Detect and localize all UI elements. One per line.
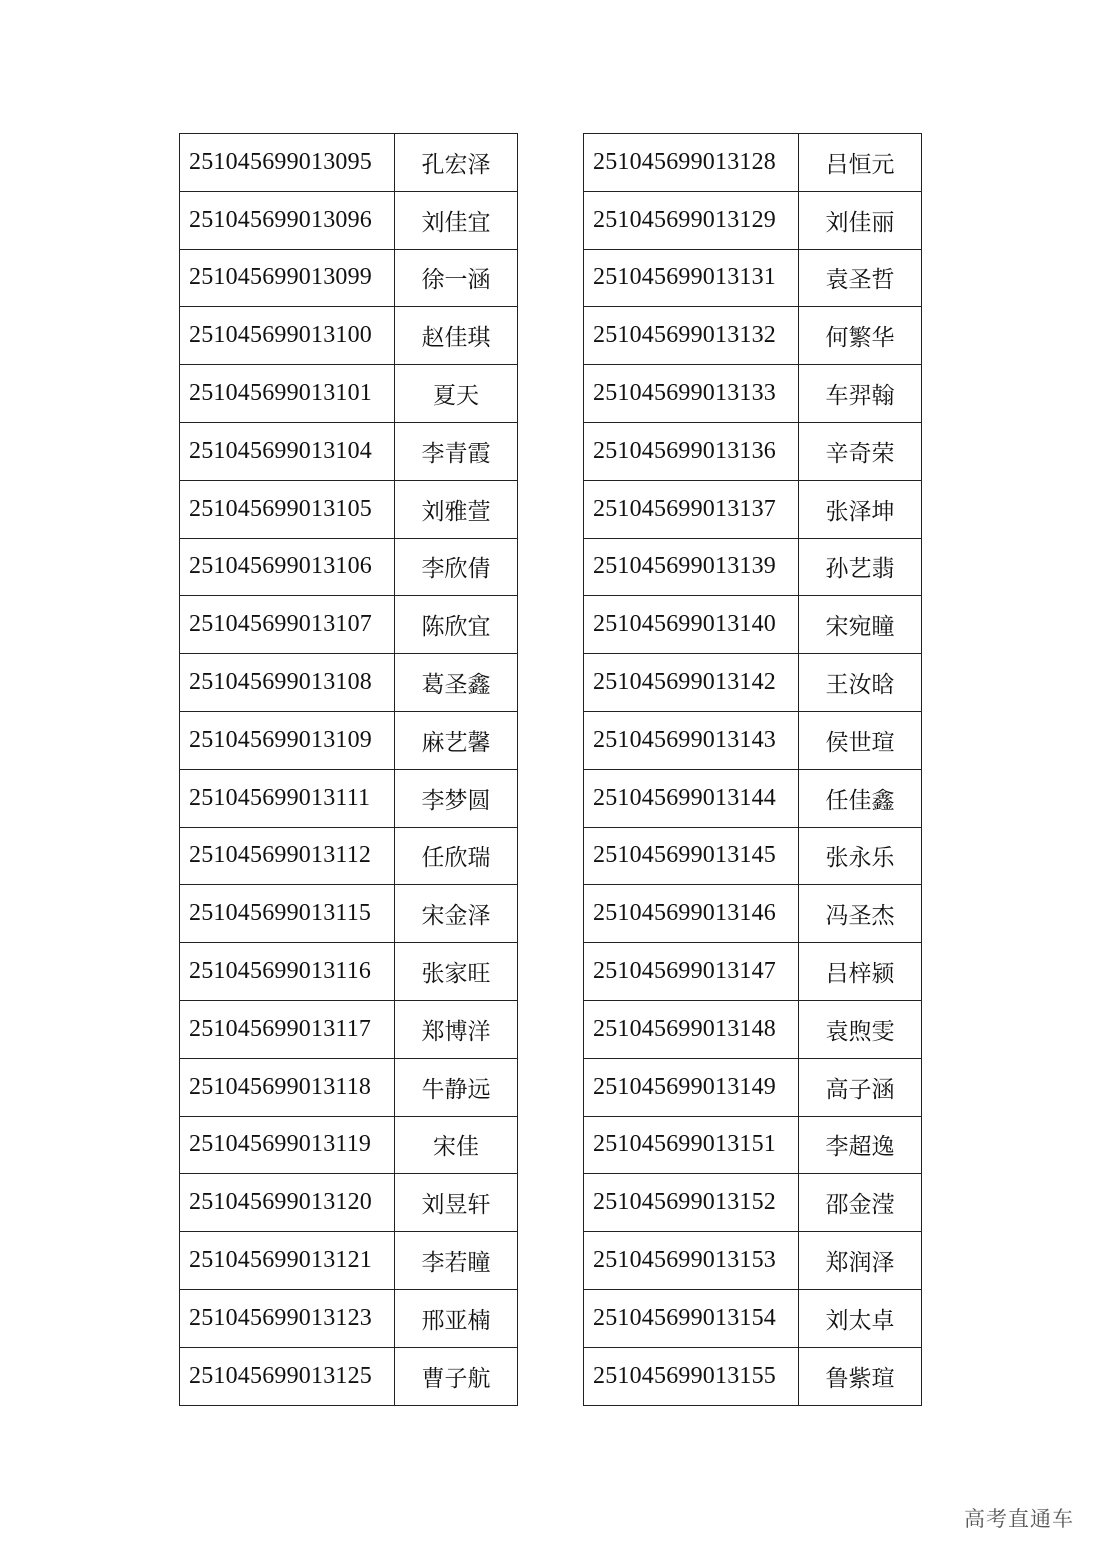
table-row [180, 1347, 518, 1405]
table-row [584, 654, 922, 712]
table-row [584, 943, 922, 1001]
candidate-id: 251045699013137 [584, 480, 799, 538]
candidate-name: 吕梓颍 [799, 943, 922, 1001]
candidate-id: 251045699013106 [180, 538, 395, 596]
candidate-name: 高子涵 [799, 1058, 922, 1116]
candidate-id: 251045699013111 [180, 769, 395, 827]
candidate-name: 邵金滢 [799, 1174, 922, 1232]
candidate-name: 麻艺馨 [395, 711, 518, 769]
candidate-name: 张永乐 [799, 827, 922, 885]
candidate-name: 李若瞳 [395, 1232, 518, 1290]
table-row [584, 249, 922, 307]
table-row [584, 769, 922, 827]
candidate-id: 251045699013147 [584, 943, 799, 1001]
table-row [180, 480, 518, 538]
table-row [180, 596, 518, 654]
table-row [584, 1174, 922, 1232]
candidate-id: 251045699013151 [584, 1116, 799, 1174]
candidate-id: 251045699013146 [584, 885, 799, 943]
roster-table-left [179, 133, 518, 1406]
candidate-name: 王汝晗 [799, 654, 922, 712]
candidate-name: 刘昱轩 [395, 1174, 518, 1232]
candidate-id: 251045699013095 [180, 134, 395, 192]
candidate-id: 251045699013109 [180, 711, 395, 769]
candidate-id: 251045699013149 [584, 1058, 799, 1116]
candidate-name: 张家旺 [395, 943, 518, 1001]
candidate-name: 刘雅萱 [395, 480, 518, 538]
candidate-id: 251045699013118 [180, 1058, 395, 1116]
candidate-name: 何繁华 [799, 307, 922, 365]
table-row [180, 943, 518, 1001]
table-row [584, 1116, 922, 1174]
candidate-name: 葛圣鑫 [395, 654, 518, 712]
candidate-name: 牛静远 [395, 1058, 518, 1116]
table-row [180, 307, 518, 365]
table-row [180, 654, 518, 712]
table-row [180, 1289, 518, 1347]
candidate-name: 宋佳 [395, 1116, 518, 1174]
candidate-name: 张泽坤 [799, 480, 922, 538]
table-row [584, 885, 922, 943]
table-row [584, 191, 922, 249]
table-row [584, 596, 922, 654]
table-row [180, 885, 518, 943]
table-row [180, 538, 518, 596]
candidate-id: 251045699013105 [180, 480, 395, 538]
candidate-name: 陈欣宜 [395, 596, 518, 654]
candidate-name: 刘太卓 [799, 1289, 922, 1347]
candidate-id: 251045699013148 [584, 1000, 799, 1058]
candidate-name: 任佳鑫 [799, 769, 922, 827]
table-row [584, 1000, 922, 1058]
candidate-id: 251045699013142 [584, 654, 799, 712]
candidate-id: 251045699013112 [180, 827, 395, 885]
table-row [180, 1000, 518, 1058]
candidate-id: 251045699013145 [584, 827, 799, 885]
candidate-id: 251045699013121 [180, 1232, 395, 1290]
table-row [180, 1058, 518, 1116]
candidate-name: 任欣瑞 [395, 827, 518, 885]
table-row [584, 480, 922, 538]
candidate-id: 251045699013132 [584, 307, 799, 365]
table-row [180, 769, 518, 827]
candidate-name: 宋金泽 [395, 885, 518, 943]
candidate-id: 251045699013144 [584, 769, 799, 827]
table-row [584, 1347, 922, 1405]
table-row [584, 1289, 922, 1347]
table-row [180, 711, 518, 769]
candidate-id: 251045699013133 [584, 365, 799, 423]
candidate-name: 夏天 [395, 365, 518, 423]
roster-table-right [583, 133, 922, 1406]
candidate-id: 251045699013120 [180, 1174, 395, 1232]
candidate-id: 251045699013099 [180, 249, 395, 307]
candidate-id: 251045699013140 [584, 596, 799, 654]
candidate-id: 251045699013131 [584, 249, 799, 307]
candidate-id: 251045699013108 [180, 654, 395, 712]
roster-table-left-body [180, 134, 518, 1406]
candidate-name: 李梦圆 [395, 769, 518, 827]
candidate-name: 袁圣哲 [799, 249, 922, 307]
table-row [180, 422, 518, 480]
candidate-id: 251045699013152 [584, 1174, 799, 1232]
candidate-id: 251045699013116 [180, 943, 395, 1001]
table-row [180, 1116, 518, 1174]
candidate-id: 251045699013117 [180, 1000, 395, 1058]
candidate-name: 郑博洋 [395, 1000, 518, 1058]
table-row [584, 1058, 922, 1116]
table-row [180, 134, 518, 192]
table-row [584, 538, 922, 596]
table-row [584, 134, 922, 192]
candidate-id: 251045699013104 [180, 422, 395, 480]
candidate-id: 251045699013100 [180, 307, 395, 365]
candidate-id: 251045699013128 [584, 134, 799, 192]
candidate-id: 251045699013155 [584, 1347, 799, 1405]
candidate-name: 冯圣杰 [799, 885, 922, 943]
candidate-name: 辛奇荣 [799, 422, 922, 480]
candidate-name: 宋宛瞳 [799, 596, 922, 654]
candidate-id: 251045699013123 [180, 1289, 395, 1347]
candidate-name: 李青霞 [395, 422, 518, 480]
candidate-name: 刘佳宜 [395, 191, 518, 249]
table-row [584, 422, 922, 480]
candidate-name: 曹子航 [395, 1347, 518, 1405]
candidate-id: 251045699013153 [584, 1232, 799, 1290]
candidate-name: 李超逸 [799, 1116, 922, 1174]
candidate-name: 刘佳丽 [799, 191, 922, 249]
candidate-name: 邢亚楠 [395, 1289, 518, 1347]
table-row [584, 307, 922, 365]
candidate-name: 吕恒元 [799, 134, 922, 192]
candidate-name: 侯世瑄 [799, 711, 922, 769]
candidate-id: 251045699013096 [180, 191, 395, 249]
candidate-name: 徐一涵 [395, 249, 518, 307]
table-row [584, 827, 922, 885]
candidate-id: 251045699013129 [584, 191, 799, 249]
table-row [584, 365, 922, 423]
candidate-name: 鲁紫瑄 [799, 1347, 922, 1405]
table-row [180, 1232, 518, 1290]
candidate-name: 赵佳琪 [395, 307, 518, 365]
candidate-name: 袁煦雯 [799, 1000, 922, 1058]
table-row [180, 249, 518, 307]
table-row [180, 365, 518, 423]
candidate-id: 251045699013101 [180, 365, 395, 423]
candidate-id: 251045699013154 [584, 1289, 799, 1347]
candidate-id: 251045699013125 [180, 1347, 395, 1405]
candidate-name: 孔宏泽 [395, 134, 518, 192]
table-row [180, 827, 518, 885]
candidate-id: 251045699013143 [584, 711, 799, 769]
roster-table-right-body [584, 134, 922, 1406]
candidate-name: 李欣倩 [395, 538, 518, 596]
candidate-id: 251045699013115 [180, 885, 395, 943]
candidate-name: 郑润泽 [799, 1232, 922, 1290]
watermark-text: 高考直通车 [964, 1507, 1074, 1531]
candidate-id: 251045699013139 [584, 538, 799, 596]
table-row [584, 711, 922, 769]
table-row [584, 1232, 922, 1290]
candidate-name: 车羿翰 [799, 365, 922, 423]
candidate-name: 孙艺翡 [799, 538, 922, 596]
table-row [180, 1174, 518, 1232]
candidate-id: 251045699013136 [584, 422, 799, 480]
candidate-id: 251045699013107 [180, 596, 395, 654]
table-row [180, 191, 518, 249]
candidate-id: 251045699013119 [180, 1116, 395, 1174]
